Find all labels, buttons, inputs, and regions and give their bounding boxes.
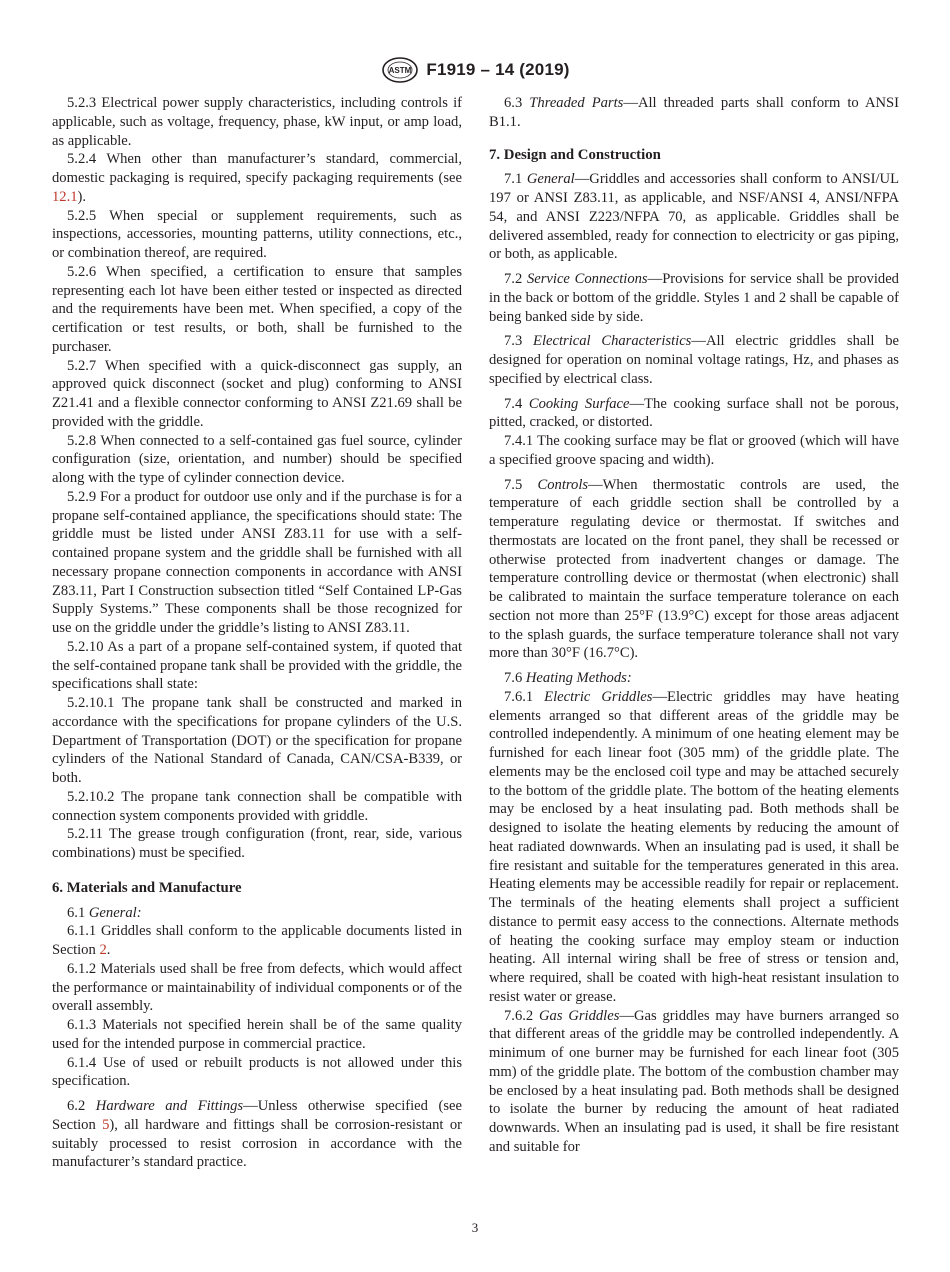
clause-7-4: 7.4 Cooking Surface—The cooking surface shall not be porous, pitted, cracked, or distorted. — [489, 395, 899, 431]
ref-link-section-2[interactable]: 2 — [99, 942, 107, 958]
clause-6-2: 6.2 Hardware and Fittings—Unless otherwise specified (see Section 5), all hardware and fittings shall be corrosion-resistant or suitably processed to resist corrosion in accordance with the manufacturer’s standard practice. — [52, 1098, 463, 1171]
clause-7-6-1: 7.6.1 Electric Griddles—Electric griddles may have heating elements arranged so that different areas of the griddle may be controlled independently. A minimum of one heating element may be furnished for each linear foot (305 mm) of the griddle plate. The elements may be the enclosed coil type and may be attached securely to the bottom of the griddle plate. The bottom of the heating elements may be enclosed by a heat insulating pad. Both methods shall be designed to isolate the heating elements by reducing the amount of heat radiated downwards. When an insulating pad is used, it shall be fire resistant and suitable for the temperatures generated in this area. Heating elements may be accessible readily for repair or replacement. The terminals of the heating elements shall project a sufficient distance to permit easy access to the connections. Alternate methods of heating the cooking surface may employ steam or induction heating. All internal wiring shall be free of stress or tension and, where required, shall be coated with high-heat resistant insulation to resist water or grease. — [489, 688, 899, 1005]
clause-6-1: 6.1 General: — [67, 904, 142, 921]
clause-7-1: 7.1 General—Griddles and accessories shall conform to ANSI/UL 197 or ANSI Z83.11, as applicable, and NSF/ANSI 4, ANSI/NFPA 54, and ANSI Z223/NFPA 70, as applicable. Griddles shall be delivered assembled, ready for connection to electricity or gas piping, or both, as applicable. — [489, 171, 900, 263]
clause-7-2: 7.2 Service Connections—Provisions for service shall be provided in the back or bottom of the griddle. Styles 1 and 2 shall be capable of being banked side by side. — [489, 271, 899, 325]
clause-6-1-2: 6.1.2 Materials used shall be free from defects, which would affect the performance or maintainability of individual components or of the overall assembly. — [52, 960, 462, 1015]
clause-6-3: 6.3 Threaded Parts—All threaded parts shall conform to ANSI B1.1. — [489, 95, 900, 130]
section-6-heading: 6. Materials and Manufacture — [52, 879, 242, 896]
clause-7-4-1: 7.4.1 The cooking surface may be flat or grooved (which will have a specified groove spacing and width). — [489, 433, 899, 468]
clause-6-1-4: 6.1.4 Use of used or rebuilt products is not allowed under this specification. — [52, 1054, 462, 1090]
clause-7-6: 7.6 Heating Methods: — [504, 670, 632, 686]
clause-5-2-7: 5.2.7 When specified with a quick-disconnect gas supply, an approved quick disconnect (socket and plug) conforming to ANSI Z21.41 and a flexible connector conforming to ANSI Z21.69 shall be provided with the griddle. — [52, 357, 462, 430]
clause-5-2-10-1: 5.2.10.1 The propane tank shall be constructed and marked in accordance with the specifications for propane cylinders of the U.S. Department of Transportation (DOT) or the specification for propane cylinders of the National Standard of Canada, CAN/CSA-B339, or both. — [52, 695, 462, 786]
page-number: 3 — [471, 1220, 479, 1235]
clause-7-5: 7.5 Controls—When thermostatic controls are used, the temperature of each griddle section shall be controlled by a temperature regulating device or thermostat. If switches and thermostats are located on the front panel, they shall be recessed or otherwise protected from inadvertent changes or damage. The temperature controlling device or thermostat (when electronic) shall be calibrated to maintain the surface temperature tolerance on each section not more than 25°F (13.9°C) except for those areas adjacent to the splash guards, the surface temperature tolerance shall not vary more than 30°F (16.7°C). — [489, 476, 899, 662]
ref-link-section-5[interactable]: 5 — [102, 1116, 110, 1133]
svg-text:ASTM: ASTM — [389, 66, 412, 75]
clause-7-6-2: 7.6.2 Gas Griddles—Gas griddles may have burners arranged so that different areas of the griddle may be controlled independently. A minimum of one burner may be furnished for each linear foot (305 mm) of the griddle plate. The bottom of the combustion chamber may be enclosed by a heat insulating pad. Both methods shall be designed to isolate the burner by reducing the amount of heat radiated downwards. When an insulating pad is used, it shall be fire resistant and suitable for — [489, 1007, 899, 1155]
astm-logo-icon — [380, 56, 420, 84]
standard-designation: F1919 – 14 (2019) — [426, 60, 570, 79]
clause-5-2-6: 5.2.6 When specified, a certification to ensure that samples representing each lot have been either tested or inspected as directed and the requirements have been met. When specified, a copy of the certification or test results, or both, shall be furnished to the purchaser. — [52, 263, 462, 355]
clause-5-2-3: 5.2.3 Electrical power supply characteristics, including controls if applicable, such as voltage, frequency, phase, kW input, or amp load, as applicable. — [52, 95, 462, 149]
clause-5-2-10-2: 5.2.10.2 The propane tank connection shall be compatible with connection system components provided with griddle. — [52, 788, 462, 824]
clause-5-2-9: 5.2.9 For a product for outdoor use only and if the purchase is for a propane self-contained appliance, the specifications should state: The griddle must be listed under ANSI Z83.11 for use with a self-contained propane system and the griddle shall be furnished with all necessary propane connection components in accordance with ANSI Z83.11, Part I Construction subsection titled “Self Contained LP-Gas Supply Systems.” These components shall be those recognized for use on the griddle under the griddle’s listing to ANSI Z83.11. — [52, 488, 462, 636]
clause-5-2-11: 5.2.11 The grease trough configuration (front, rear, side, various combinations) must be specified. — [52, 826, 462, 861]
clause-5-2-10: 5.2.10 As a part of a propane self-contained system, if quoted that the self-contained propane tank shall be provided with the griddle, the specifications shall state: — [52, 638, 462, 693]
ref-link-12-1[interactable]: 12.1 — [52, 188, 78, 205]
left-column — [52, 94, 462, 1172]
clause-5-2-5: 5.2.5 When special or supplement requirements, such as inspections, accessories, mounting patterns, utility connections, etc., or combination thereof, are required. — [52, 207, 462, 261]
right-column — [489, 94, 899, 1157]
clause-6-1-3: 6.1.3 Materials not specified herein shall be of the same quality used for the intended purpose in commercial practice. — [52, 1017, 462, 1052]
clause-7-3: 7.3 Electrical Characteristics—All electric griddles shall be designed for operation on nominal voltage ratings, Hz, and phases as specified by electrical class. — [489, 333, 900, 387]
clause-6-1-1: 6.1.1 Griddles shall conform to the applicable documents listed in Section 2. — [52, 923, 462, 958]
clause-5-2-8: 5.2.8 When connected to a self-contained gas fuel source, cylinder configuration (size, orientation, and number) should be specified along with the type of cylinder connection device. — [52, 432, 462, 486]
clause-5-2-4: 5.2.4 When other than manufacturer’s standard, commercial, domestic packaging is required, specify packaging requirements (see 12.1). — [52, 151, 462, 205]
page-header — [0, 56, 950, 84]
section-7-heading: 7. Design and Construction — [489, 146, 661, 163]
